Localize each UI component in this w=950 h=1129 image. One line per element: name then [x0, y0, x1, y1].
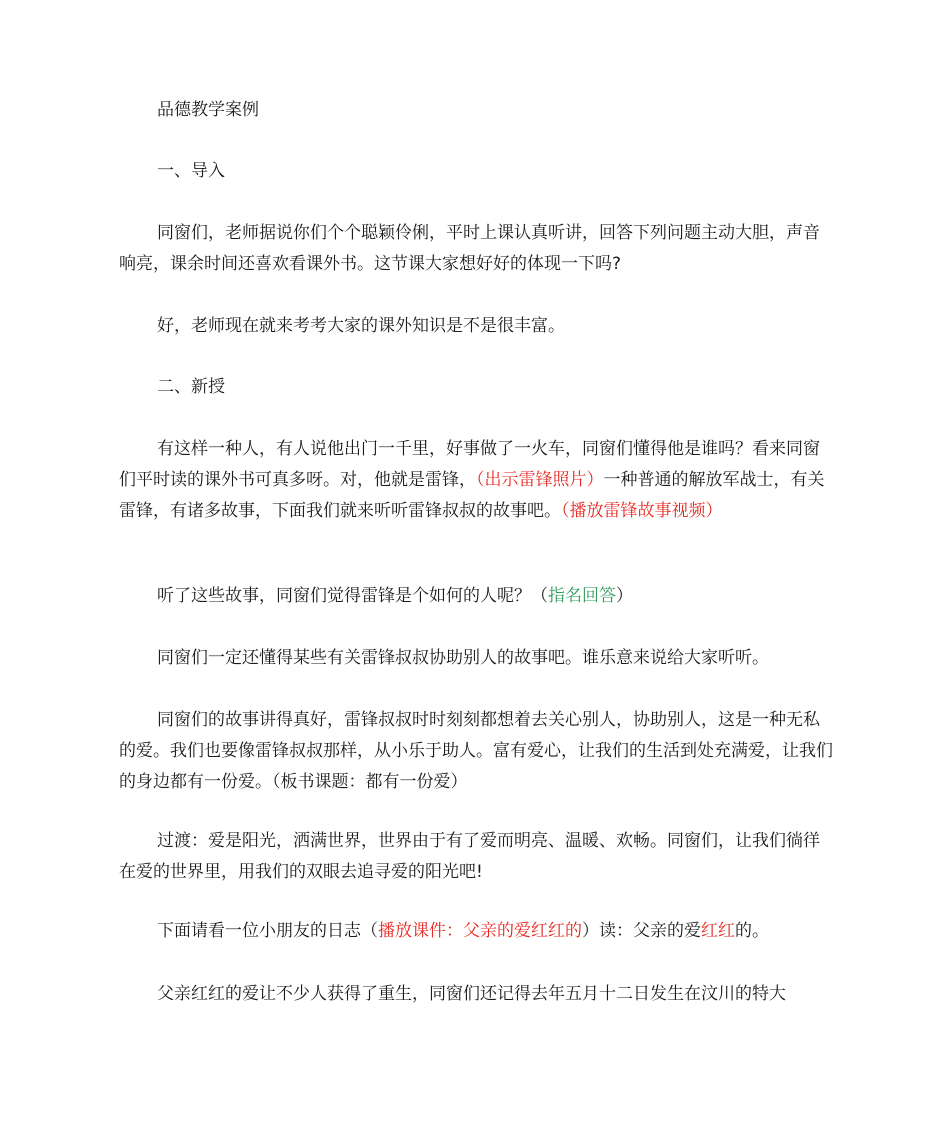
paragraph-earthquake: 父亲红红的爱让不少人获得了重生，同窗们还记得去年五月十二日发生在汶川的特大	[157, 984, 786, 1004]
highlight-red-word: 红红	[701, 921, 735, 941]
paragraph-text: ）	[616, 586, 633, 606]
paragraph-share-stories: 同窗们一定还懂得某些有关雷锋叔叔协助别人的故事吧。谁乐意来说给大家听听。	[157, 648, 769, 668]
paragraph-text: 听了这些故事，同窗们觉得雷锋是个如何的人呢？（	[157, 586, 548, 606]
paragraph-text: ）读：父亲的爱	[582, 921, 701, 941]
paragraph-leifeng-story	[119, 434, 835, 527]
paragraph-text: 一种普通的解放军战士，有关雷锋，有诸多故事，下面我们就来听听雷锋叔叔的故事吧。	[119, 470, 825, 521]
paragraph-text: 下面请看一位小朋友的日志（	[157, 921, 378, 941]
paragraph-quiz-intro: 好，老师现在就来考考大家的课外知识是不是很丰富。	[157, 316, 565, 336]
section-heading-intro: 一、导入	[157, 161, 225, 181]
paragraph-text: 有这样一种人，有人说他出门一千里，好事做了一火车，同窗们懂得他是谁吗？看来同窗们平时读的课外书可真多呀。对，他就是雷锋，	[119, 439, 820, 490]
paragraph-intro-greeting: 同窗们，老师据说你们个个聪颖伶俐，平时上课认真听讲，回答下列问题主动大胆，声音响亮，课余时间还喜欢看课外书。这节课大家想好好的体现一下吗?	[119, 223, 820, 274]
teaching-note-call-on-student: 指名回答	[548, 586, 616, 606]
teaching-note-show-photo: （出示雷锋照片）	[476, 470, 604, 490]
teaching-note-play-courseware: 播放课件：父亲的爱红红的	[378, 921, 582, 941]
document-title: 品德教学案例	[157, 100, 259, 120]
section-heading-new-lesson: 二、新授	[157, 377, 225, 397]
paragraph-transition: 过渡：爱是阳光，洒满世界，世界由于有了爱而明亮、温暖、欢畅。同窗们，让我们徜徉在爱的世界里，用我们的双眼去追寻爱的阳光吧!	[119, 831, 820, 882]
paragraph-text: 的。	[735, 921, 769, 941]
paragraph-diary	[119, 916, 835, 947]
teaching-note-play-video: （播放雷锋故事视频）	[561, 501, 723, 521]
paragraph-question	[119, 581, 835, 612]
paragraph-selfless-love: 同窗们的故事讲得真好，雷锋叔叔时时刻刻都想着去关心别人，协助别人，这是一种无私的爱。我们也要像雷锋叔叔那样，从小乐于助人。富有爱心，让我们的生活到处充满爱，让我们的身边都有一份爱。（板书课题：都有一份爱）	[119, 710, 833, 792]
